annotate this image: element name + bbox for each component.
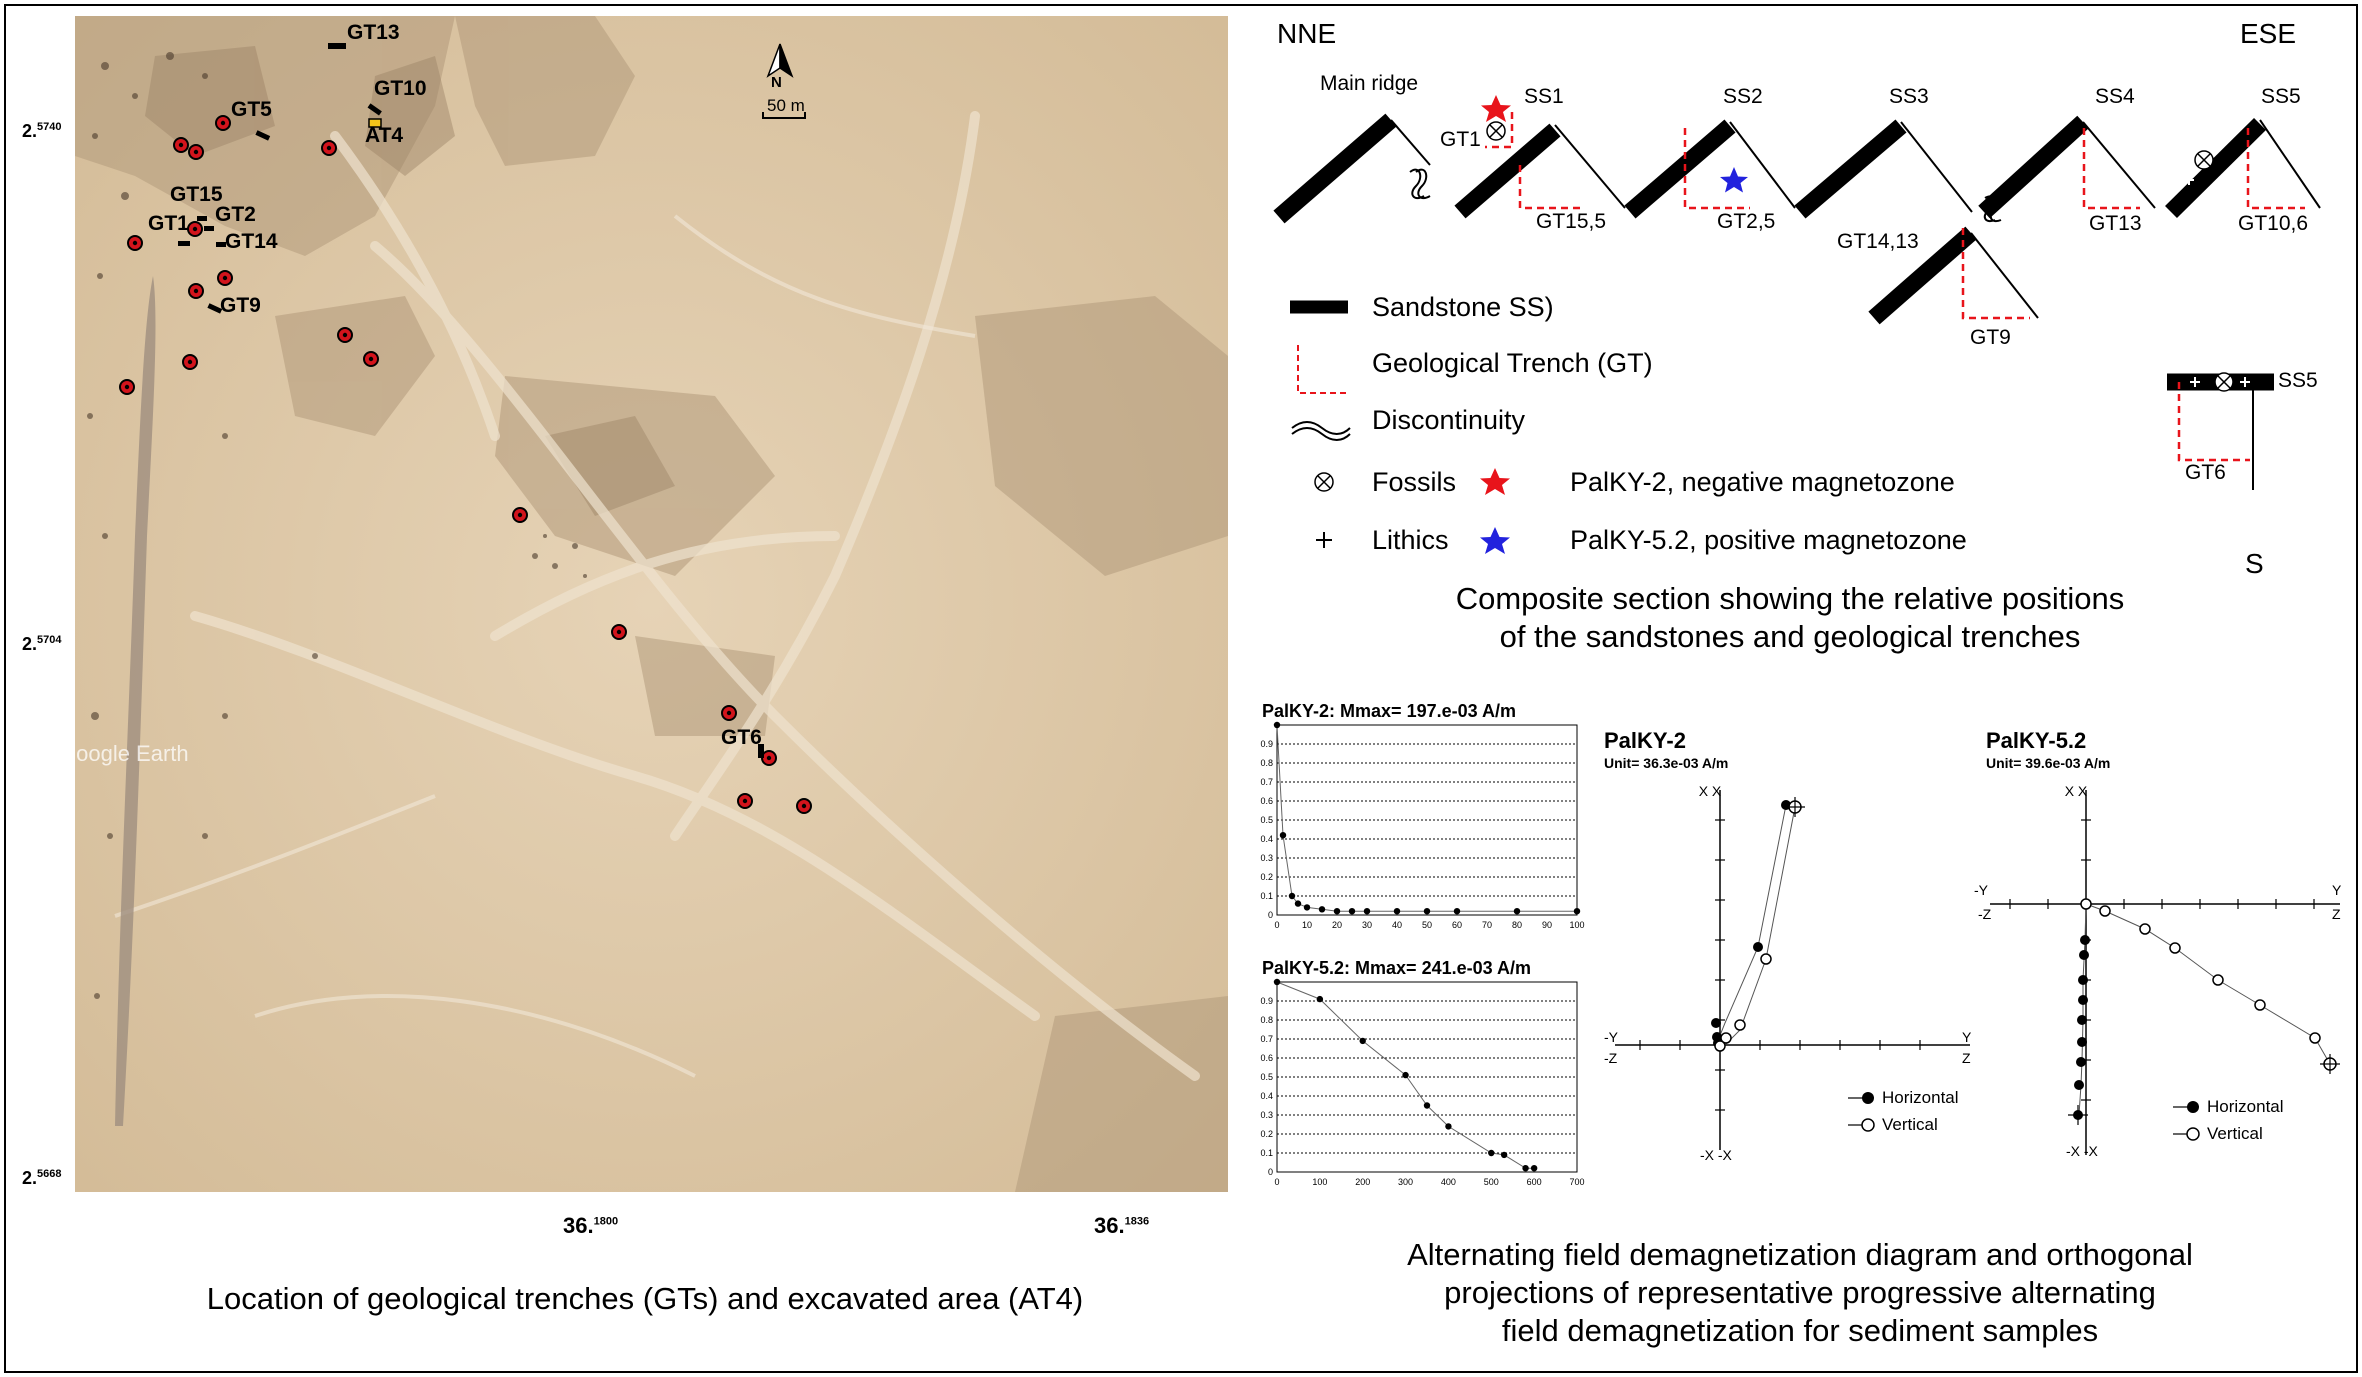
orthogonal-projection-palky52 [1970,780,2355,1170]
svg-text:Z: Z [2332,906,2341,922]
y-tick-label: 0.8 [1260,758,1273,768]
svg-text:X X: X X [2064,783,2088,799]
y-tick-label: 0.8 [1260,1015,1273,1025]
label-section-gt1: GT1 [1440,128,1481,151]
label-gt2: GT2 [215,203,256,226]
x-tick-label: 0 [1274,1177,1280,1187]
data-point [1304,904,1310,910]
legend-trench-swatch [1298,345,1348,393]
label-main-ridge: Main ridge [1320,72,1419,95]
data-point [1295,900,1301,906]
satellite-map [59,16,1228,1192]
x-tick-label: 300 [1398,1177,1414,1187]
y-tick-label: 0.7 [1260,1034,1273,1044]
sandstone-bars [1279,120,2274,382]
label-gt6: GT6 [721,726,762,749]
label-section-gt6: GT6 [2185,461,2226,484]
y-tick-label: 0.1 [1260,1148,1273,1158]
map-caption: Location of geological trenches (GTs) and excavated area (AT4) [206,1281,1084,1316]
label-ss5: SS5 [2261,85,2301,108]
y-tick-label: 0.3 [1260,1110,1273,1120]
section-caption: Composite section showing the relative positions of the sandstones and geological trenches [1455,581,2125,654]
svg-text:X X: X X [1698,783,1722,799]
scale-label: 50 m [767,96,805,115]
x-tick-label: 60 [1451,920,1463,930]
x-tick-label: 0 [1274,920,1280,930]
data-point [1274,979,1280,985]
label-gt1: GT1 [148,212,189,235]
x-tick-label: 90 [1541,920,1553,930]
data-point [1445,1123,1451,1129]
y-tick-label: 0 [1267,910,1273,920]
section-s: S [2245,548,2264,579]
data-point [1454,908,1460,914]
data-point [1319,906,1325,912]
data-point [1531,1165,1537,1171]
legend-palky52: PalKY-5.2, positive magnetozone [1570,525,1967,555]
legend-trench: Geological Trench (GT) [1372,348,1653,378]
x-tick-1800: 36.$^{1800}$ [563,1213,619,1238]
y-tick-label: 0.1 [1260,891,1273,901]
demag-chart-palky2 [1252,720,1592,940]
proj2-unit: Unit= 39.6e-03 A/m [1986,755,2111,771]
x-tick-label: 10 [1301,920,1313,930]
svg-text:Y: Y [1962,1029,1972,1045]
data-point [1488,1150,1494,1156]
svg-text:-X -X: -X -X [1700,1147,1732,1163]
data-point [1424,1102,1430,1108]
data-point [1289,893,1295,899]
y-tick-label: 0.5 [1260,1072,1273,1082]
data-point [1394,908,1400,914]
proj1-unit: Unit= 36.3e-03 A/m [1604,755,1729,771]
proj1-legend-vertical: Vertical [1882,1115,1938,1134]
x-tick-label: 50 [1421,920,1433,930]
x-tick-label: 40 [1391,920,1403,930]
legend-pos-star-icon [1480,527,1510,554]
demag-caption: Alternating field demagnetization diagram and orthogonal projections of representative progressive alternating field demagnetization for sediment samples [1407,1237,2193,1348]
label-gt14: GT14 [225,230,278,253]
proj2-title: PalKY-5.2 [1986,728,2087,753]
chart1-title: PalKY-2: Mmax= 197.e-03 A/m [1262,701,1516,721]
legend-lithics: Lithics [1372,525,1449,555]
svg-text:Z: Z [1962,1050,1971,1066]
y-tick-label: 0.3 [1260,853,1273,863]
data-point [1402,1072,1408,1078]
label-gt10-6: GT10,6 [2238,212,2309,235]
label-ss4: SS4 [2095,85,2135,108]
series-line [1277,725,1577,911]
svg-text:-X -X: -X -X [2066,1143,2098,1159]
data-point [1574,908,1580,914]
y-tick-label: 0.2 [1260,872,1273,882]
svg-text:-Z: -Z [1978,906,1992,922]
y-tick-label: 0.4 [1260,1091,1273,1101]
x-tick-label: 30 [1361,920,1373,930]
data-point [1514,908,1520,914]
x-tick-label: 400 [1440,1177,1456,1187]
label-section-gt9: GT9 [1970,326,2011,349]
data-point [1274,722,1280,728]
label-section-gt13: GT13 [2089,212,2142,235]
label-gt2-5: GT2,5 [1717,210,1776,233]
section-nne: NNE [1277,18,1337,49]
x-tick-label: 200 [1355,1177,1371,1187]
y-tick-label: 0.9 [1260,739,1273,749]
y-tick-5704: 2.$^{5704}$ [22,634,62,654]
svg-text:-Y: -Y [1604,1029,1618,1045]
label-ss1: SS1 [1524,85,1564,108]
x-tick-label: 100 [1569,920,1585,930]
data-point [1364,908,1370,914]
x-tick-label: 100 [1312,1177,1328,1187]
label-ss2: SS2 [1723,85,1763,108]
label-gt9: GT9 [220,294,261,317]
label-at4: AT4 [365,124,404,147]
trench-markers [1485,112,2305,460]
legend-palky2: PalKY-2, negative magnetozone [1570,467,1955,497]
label-gt15: GT15 [170,183,223,206]
proj2-legend-vertical: Vertical [2207,1124,2263,1143]
y-tick-label: 0.5 [1260,815,1273,825]
data-point [1424,908,1430,914]
svg-text:-Z: -Z [1604,1050,1618,1066]
y-tick-label: 0.6 [1260,1053,1273,1063]
y-tick-label: 0 [1267,1167,1273,1177]
data-point [1360,1038,1366,1044]
svg-text:-Y: -Y [1974,882,1988,898]
y-tick-5740: 2.$^{5740}$ [22,121,62,141]
demag-chart-palky52 [1252,977,1592,1197]
x-tick-1836: 36.$^{1836}$ [1094,1213,1150,1238]
proj1-legend-horizontal: Horizontal [1882,1088,1959,1107]
legend-fossil-icon [1315,473,1333,491]
y-tick-5668: 2.$^{5668}$ [22,1168,62,1188]
svg-text:Y: Y [2332,882,2342,898]
label-gt10: GT10 [374,77,427,100]
x-tick-label: 80 [1511,920,1523,930]
y-tick-label: 0.9 [1260,996,1273,1006]
north-label: N [771,74,782,91]
data-point [1522,1165,1528,1171]
section-ese: ESE [2240,18,2297,49]
label-gt15-5: GT15,5 [1536,210,1607,233]
legend-lithic-icon [1316,532,1332,548]
google-earth-watermark: Google Earth [59,741,189,766]
label-gt13: GT13 [347,21,400,44]
legend-fossils: Fossils [1372,467,1457,497]
chart2-title: PalKY-5.2: Mmax= 241.e-03 A/m [1262,958,1531,978]
data-point [1280,832,1286,838]
x-tick-label: 500 [1483,1177,1499,1187]
y-tick-label: 0.2 [1260,1129,1273,1139]
legend-neg-star-icon [1480,468,1510,495]
data-point [1334,908,1340,914]
label-gt5: GT5 [231,98,272,121]
label-gt14-13: GT14,13 [1837,230,1919,253]
legend-discontinuity: Discontinuity [1372,405,1526,435]
x-tick-label: 20 [1331,920,1343,930]
y-tick-label: 0.4 [1260,834,1273,844]
legend-discontinuity-icon [1292,422,1350,440]
proj1-title: PalKY-2 [1604,728,1686,753]
data-point [1349,908,1355,914]
map-image [75,16,1228,1192]
y-tick-label: 0.6 [1260,796,1273,806]
x-tick-label: 70 [1481,920,1493,930]
data-point [1501,1152,1507,1158]
label-ss3: SS3 [1889,85,1929,108]
palky2-star-icon [1481,95,1511,122]
x-tick-label: 600 [1526,1177,1542,1187]
orthogonal-projection-palky2 [1600,780,1980,1170]
legend-sandstone: Sandstone SS) [1372,292,1554,322]
y-tick-label: 0.7 [1260,777,1273,787]
x-tick-label: 700 [1569,1177,1585,1187]
label-ss5-bottom: SS5 [2278,369,2318,392]
proj2-legend-horizontal: Horizontal [2207,1097,2284,1116]
data-point [1317,996,1323,1002]
palky52-star-icon [1720,167,1748,193]
